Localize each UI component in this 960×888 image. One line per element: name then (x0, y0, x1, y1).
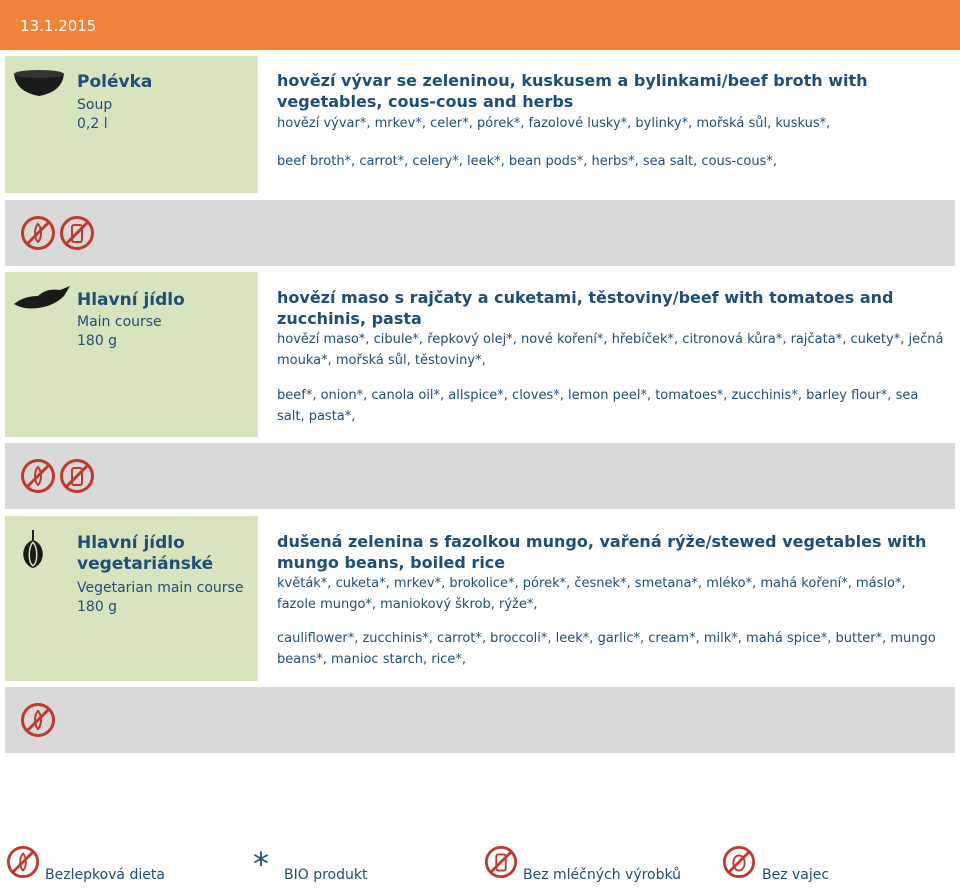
header-bar (0, 0, 960, 50)
main-ingredients-en: beef*, onion*, canola oil*, allspice*, cloves*, lemon peel*, tomatoes*, zucchinis*, barley flour*, sea salt, pasta*, (277, 388, 919, 424)
veg-category-subtitle: Vegetarian main course (77, 580, 244, 596)
veg-allergen-row (5, 687, 955, 753)
soup-category-subtitle: Soup (77, 97, 113, 113)
veg-portion: 180 g (77, 599, 118, 615)
main-category-subtitle: Main course (77, 314, 162, 330)
legend-bio-star: * (253, 845, 269, 883)
main-category-title: Hlavní jídlo (77, 290, 185, 310)
veg-ingredients-cs: květák*, cuketa*, mrkev*, brokolice*, pórek*, česnek*, smetana*, mléko*, mahá koření*, máslo*, fazole mungo*, maniokový škrob, rýže*, (277, 576, 906, 612)
legend-dairy-free-label: Bez mléčných výrobků (523, 867, 682, 883)
legend-bio-label: BIO produkt (284, 867, 368, 883)
veg-dish-title: dušená zelenina s fazolkou mungo, vařená rýže/stewed vegetables with mungo beans, boiled rice (277, 532, 927, 572)
gluten-free-icon (20, 458, 56, 494)
soup-ingredients-en: beef broth*, carrot*, celery*, leek*, bean pods*, herbs*, sea salt, cous-cous*, (277, 154, 777, 169)
legend-egg-free-label: Bez vajec (762, 867, 830, 883)
main-ingredients-cs: hovězí maso*, cibule*, řepkový olej*, nové koření*, hřebíček*, citronová kůra*, rajčata*, cukety*, ječná mouka*, mořská sůl, těstoviny*, (277, 332, 944, 368)
garlic-icon (18, 528, 48, 570)
soup-bowl-icon (12, 68, 66, 98)
menu-date: 13.1.2015 (20, 17, 97, 35)
soup-category-title: Polévka (77, 72, 153, 92)
soup-ingredients-cs: hovězí vývar*, mrkev*, celer*, pórek*, fazolové lusky*, bylinky*, mořská sůl, kuskus*, (277, 116, 831, 131)
veg-category-title: Hlavní jídlo vegetariánské (77, 533, 214, 574)
meat-icon (12, 284, 72, 314)
soup-allergen-row (5, 200, 955, 266)
gluten-free-icon (20, 702, 56, 738)
gluten-free-icon (6, 845, 40, 879)
egg-free-icon (722, 845, 756, 879)
soup-dish-title: hovězí vývar se zeleninou, kuskusem a bylinkami/beef broth with vegetables, cous-cous and herbs (277, 71, 868, 111)
dairy-free-icon (59, 458, 95, 494)
main-dish-title: hovězí maso s rajčaty a cuketami, těstoviny/beef with tomatoes and zucchinis, pasta (277, 288, 894, 328)
soup-portion: 0,2 l (77, 116, 108, 132)
dairy-free-icon (59, 215, 95, 251)
gluten-free-icon (20, 215, 56, 251)
main-portion: 180 g (77, 333, 118, 349)
legend-gluten-free-label: Bezlepková dieta (45, 867, 165, 883)
veg-ingredients-en: cauliflower*, zucchinis*, carrot*, broccoli*, leek*, garlic*, cream*, milk*, mahá spice*, butter*, mungo beans*, manioc starch, rice*, (277, 631, 936, 667)
main-allergen-row (5, 443, 955, 509)
dairy-free-icon (484, 845, 518, 879)
